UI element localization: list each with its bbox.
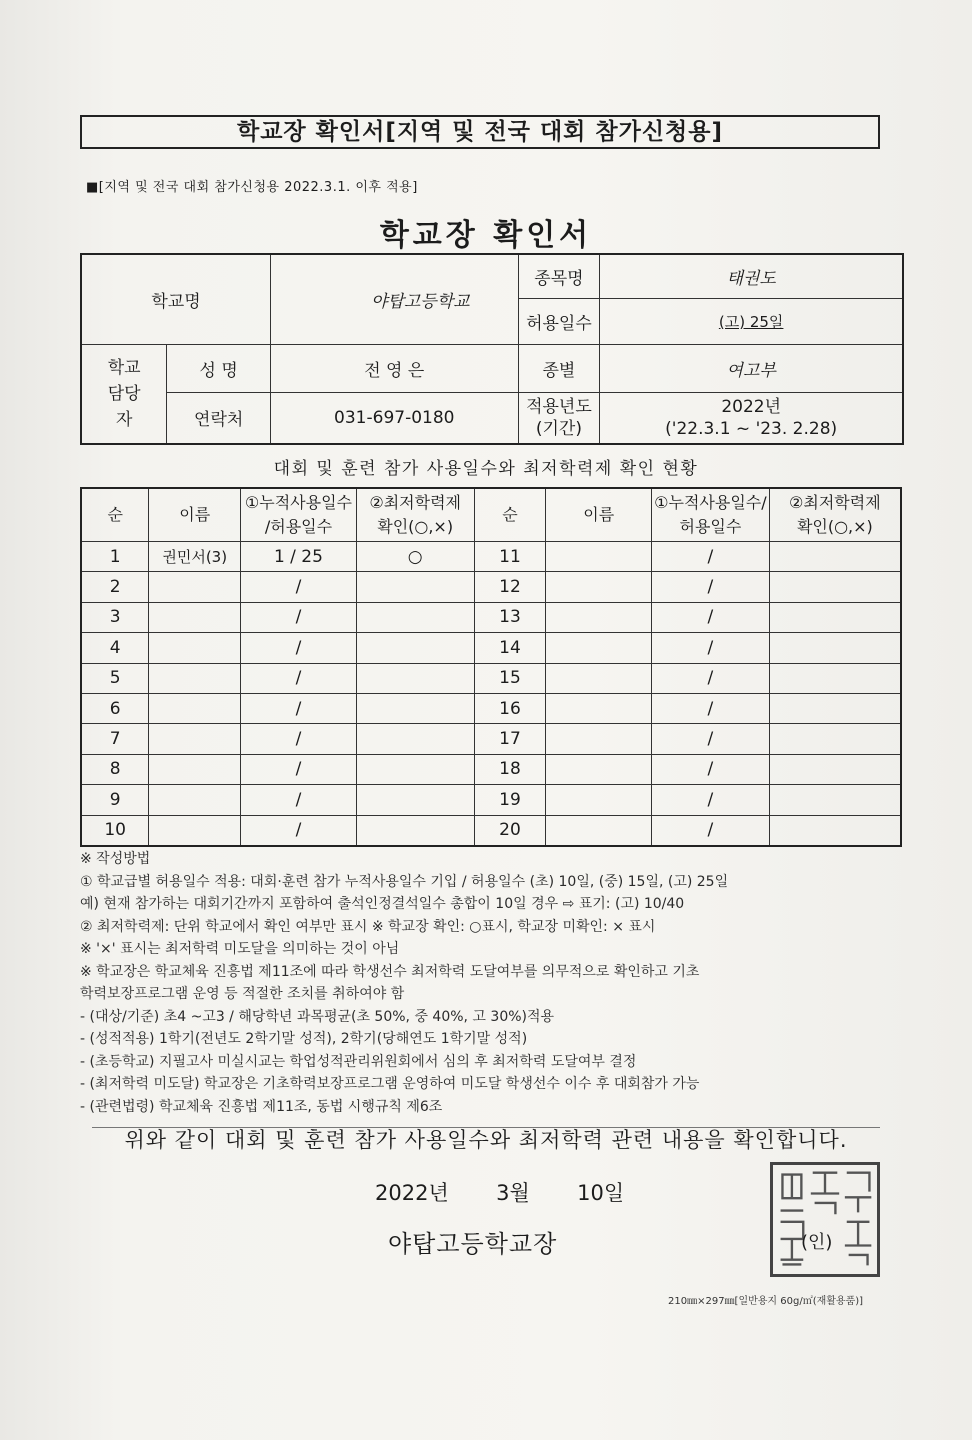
cell-no-r: 16 [474,693,546,723]
cell-chk-r [769,602,901,632]
cell-name-l [149,785,241,815]
cell-days-r: / [652,633,770,663]
year-label-1: 적용년도 [526,396,592,417]
table-row [81,663,901,693]
header-check-right [769,488,901,542]
cell-no-r: 15 [474,663,546,693]
header-check-right-2: 확인(○,×) [796,517,873,536]
date-year: 2022년 [375,1181,449,1205]
cell-no-l: 9 [81,785,149,815]
manager-label-text: 학교 담당자 [107,357,141,430]
cell-name-r [546,754,652,784]
cell-no-r: 18 [474,754,546,784]
cell-days-r: / [652,602,770,632]
cell-chk-l [356,785,474,815]
allowed-label: 허용일수 [518,298,600,344]
cell-name-r [546,542,652,572]
status-table [80,487,902,847]
header-days-right-2: 허용일수 [679,517,742,536]
event-value: 태권도 [600,254,903,298]
cell-days-l: / [241,663,357,693]
cell-name-r [546,815,652,846]
school-seal [770,1162,880,1277]
cell-no-r: 11 [474,542,546,572]
note-line: - (최저학력 미도달) 학교장은 기초학력보장프로그램 운영하여 미도달 학생선수 이수 후 대회참가 가능 [80,1076,700,1092]
cell-no-l: 3 [81,602,149,632]
table-row [81,572,901,602]
note-line: 예) 현재 참가하는 대회기간까지 포함하여 출석인정결석일수 총합이 10일 경우 ⇨ 표기: (고) 10/40 [80,896,685,912]
header-no-right: 순 [474,488,546,542]
sub-note: ■[지역 및 전국 대회 참가신청용 2022.3.1. 이후 적용] [86,180,418,195]
cell-name-l [149,633,241,663]
sign-date [375,1177,624,1207]
header-title: 학교장 확인서[지역 및 전국 대회 참가신청용] [80,115,880,149]
header-check-right-1: ②최저학력제 [789,493,881,512]
cell-chk-l [356,693,474,723]
cell-name-l [149,602,241,632]
cell-days-l: / [241,693,357,723]
cell-days-l: 1 / 25 [241,542,357,572]
header-check [356,488,474,542]
main-title: 학교장 확인서 [379,218,593,253]
year-label-2: (기간) [535,418,582,439]
cell-name-r [546,785,652,815]
note-line: - (초등학교) 지필고사 미실시교는 학업성적관리위원회에서 심의 후 최저학력 도달여부 결정 [80,1053,637,1070]
category-label: 종별 [518,344,600,392]
paper-spec: 210㎜×297㎜[일반용지 60g/㎡(재활용품)] [668,1296,864,1307]
cell-chk-r [769,754,901,784]
cell-no-l: 6 [81,693,149,723]
cell-chk-l [356,663,474,693]
note-line: ※ 작성방법 [80,851,151,867]
contact-label: 연락처 [167,392,271,444]
table-row [81,754,901,784]
cell-chk-r [769,572,901,602]
cell-name-l: 권민서(3) [149,542,241,572]
cell-no-l: 8 [81,754,149,784]
table-row [81,785,901,815]
cell-days-l: / [241,754,357,784]
year-value-period: ('22.3.1 ~ '23. 2.28) [665,418,838,439]
header-name: 이름 [149,488,241,542]
note-line: - (관련법령) 학교체육 진흥법 제11조, 동법 시행규칙 제6조 [80,1098,443,1115]
cell-days-r: / [652,693,770,723]
note-line: ① 학교급별 허용일수 적용: 대회·훈련 참가 누적사용일수 기입 / 허용일수 (초) 10일, (중) 15일, (고) 25일 [80,873,729,890]
cell-days-r: / [652,724,770,754]
cell-name-l [149,693,241,723]
cell-no-l: 5 [81,663,149,693]
name-label: 성 명 [167,344,271,392]
cell-days-r: / [652,542,770,572]
note-line: ※ '×' 표시는 최저학력 미도달을 의미하는 것이 아님 [80,941,400,957]
cell-chk-l [356,572,474,602]
header-no: 순 [81,488,149,542]
cell-name-r [546,663,652,693]
table-row [81,633,901,663]
cell-days-l: / [241,572,357,602]
cell-chk-l: ○ [356,542,474,572]
cell-chk-r [769,724,901,754]
header-days-2: /허용일수 [264,517,333,536]
header-days-right-1: ①누적사용일수/ [654,493,767,512]
cell-no-r: 14 [474,633,546,663]
cell-name-l [149,724,241,754]
cell-chk-l [356,602,474,632]
info-table [80,253,904,445]
note-line: ※ 학교장은 학교체육 진흥법 제11조에 따라 학생선수 최저학력 도달여부를 의무적으로 확인하고 기초 [80,963,700,980]
table-row [81,542,901,572]
cell-days-r: / [652,572,770,602]
cell-chk-r [769,815,901,846]
cell-days-r: / [652,785,770,815]
cell-no-l: 1 [81,542,149,572]
cell-name-r [546,572,652,602]
header-days-right [652,488,770,542]
cell-name-l [149,663,241,693]
category-value: 여고부 [600,344,903,392]
cell-no-l: 7 [81,724,149,754]
cell-days-r: / [652,754,770,784]
note-line: - (대상/기준) 초4 ~고3 / 해당학년 과목평균(초 50%, 중 40%, 고 30%)적용 [80,1008,555,1025]
seal-mark: (인) [801,1232,833,1253]
seal-glyphs [773,1165,877,1274]
writing-notes [80,848,910,1118]
cell-chk-r [769,785,901,815]
year-value-year: 2022년 [721,396,781,417]
date-day: 10일 [577,1181,625,1205]
header-days [241,488,357,542]
cell-chk-r [769,633,901,663]
contact-value: 031-697-0180 [271,392,519,444]
confirm-text: 위와 같이 대회 및 훈련 참가 사용일수와 최저학력 관련 내용을 확인합니다. [124,1128,848,1152]
school-value: 야탑고등학교 [271,254,519,344]
note-line: 학력보장프로그램 운영 등 적절한 조치를 취하여야 함 [80,986,405,1002]
table-row [81,693,901,723]
cell-chk-l [356,754,474,784]
cell-days-l: / [241,633,357,663]
name-value: 전 영 은 [271,344,519,392]
note-line: ② 최저학력제: 단위 학교에서 확인 여부만 표시 ※ 학교장 확인: ○표시, 학교장 미확인: × 표시 [80,918,656,935]
table-row [81,724,901,754]
header-check-2: 확인(○,×) [377,517,454,536]
date-month: 3월 [496,1181,530,1205]
cell-chk-r [769,542,901,572]
cell-days-r: / [652,663,770,693]
cell-chk-l [356,633,474,663]
table-row [81,602,901,632]
cell-chk-r [769,693,901,723]
cell-no-r: 19 [474,785,546,815]
cell-name-l [149,815,241,846]
signer-name: 야탑고등학교장 [388,1230,558,1258]
cell-no-r: 12 [474,572,546,602]
cell-days-l: / [241,724,357,754]
cell-no-r: 17 [474,724,546,754]
cell-days-l: / [241,815,357,846]
cell-name-r [546,633,652,663]
cell-name-r [546,693,652,723]
cell-chk-l [356,724,474,754]
cell-chk-r [769,663,901,693]
cell-no-l: 2 [81,572,149,602]
note-line: - (성적적용) 1학기(전년도 2학기말 성적), 2학기(당해연도 1학기말 성적) [80,1031,528,1047]
table-header-row [81,488,901,542]
school-label: 학교명 [81,254,271,344]
cell-name-r [546,602,652,632]
cell-days-l: / [241,602,357,632]
cell-days-r: / [652,815,770,846]
cell-days-l: / [241,785,357,815]
cell-name-l [149,572,241,602]
allowed-value: (고) 25일 [600,298,903,344]
year-value [600,392,903,444]
cell-no-l: 10 [81,815,149,846]
cell-chk-l [356,815,474,846]
header-name-right: 이름 [546,488,652,542]
cell-name-l [149,754,241,784]
cell-no-r: 20 [474,815,546,846]
cell-name-r [546,724,652,754]
cell-no-r: 13 [474,602,546,632]
status-caption: 대회 및 훈련 참가 사용일수와 최저학력제 확인 현황 [273,459,699,479]
cell-no-l: 4 [81,633,149,663]
event-label: 종목명 [518,254,600,298]
table-row [81,815,901,846]
manager-label [81,344,167,444]
header-days-1: ①누적사용일수 [244,493,352,512]
header-check-1: ②최저학력제 [369,493,461,512]
year-label [518,392,600,444]
